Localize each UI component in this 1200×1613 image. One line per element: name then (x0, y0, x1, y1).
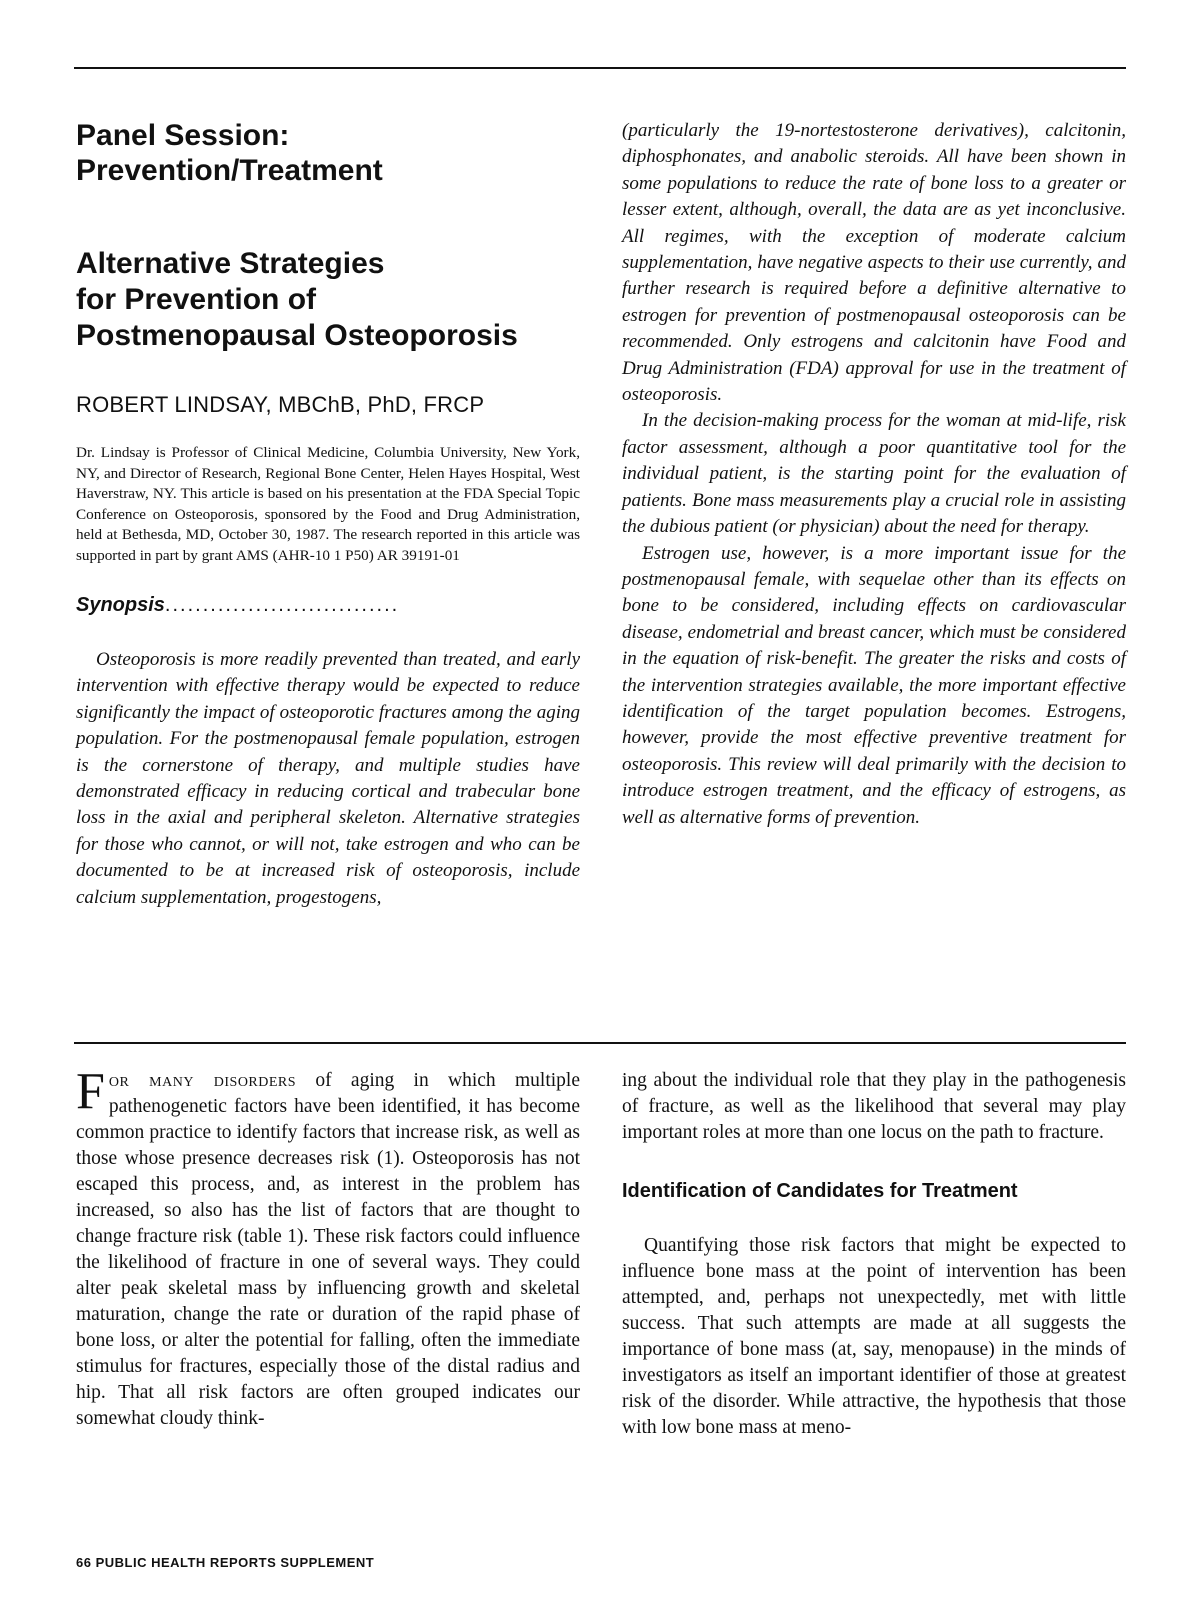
section-heading: Identification of Candidates for Treatment (622, 1180, 1018, 1202)
right-body-column (622, 1068, 1126, 1441)
body-paragraph-1 (76, 1063, 580, 1432)
panel-title-line-1: Panel Session: (76, 119, 290, 152)
article-title-line-3: Postmenopausal Osteoporosis (76, 319, 518, 352)
synopsis-paragraph-3: Estrogen use, however, is a more important issue for the postmenopausal female, with sequelae other than its effects on bone to be considered, including effects on cardiovascular disease, endometrial and breast cancer, which must be considered in the equation of risk-benefit. The greater the risks and costs of the intervention strategies available, the more important effective identification of the target population becomes. Estrogens, however, provide the most effective preventive treatment for osteoporosis. This review will deal primarily with the decision to introduce estrogen treatment, and the efficacy of estrogens, as well as alternative forms of prevention. (622, 542, 1126, 828)
left-top-column (76, 118, 580, 911)
synopsis-heading-text: Synopsis (76, 594, 165, 616)
synopsis-paragraph-2: In the decision-making process for the woman at mid-life, risk factor assessment, although a poor quantitative tool for the individual patient, is the starting point for the evaluation of patients. Bone mass measurements play a crucial role in assisting the dubious patient (or physician) about the need for therapy. (622, 410, 1126, 538)
panel-title-line-2: Prevention/Treatment (76, 154, 383, 187)
middle-rule (74, 1042, 1126, 1044)
right-top-column (622, 118, 1126, 831)
body-paragraph-1-text: of aging in which multiple pathenogenetic factors have been identified, it has become common practice to identify factors that increase risk, as well as those whose presence decreases risk (1). Osteoporosis has not escaped this process, and, as interest in the problem has increased, so also has the list of factors that are thought to change fracture risk (table 1). These risk factors could influence the likelihood of fracture in one of several ways. They could alter peak skeletal mass by influencing growth and skeletal maturation, change the rate or duration of the rapid phase of bone loss, or alter the potential for falling, often the immediate stimulus for fractures, especially those of the distal radius and hip. That all risk factors are often grouped indicates our somewhat cloudy think- (76, 1070, 580, 1429)
author-byline: ROBERT LINDSAY, MBChB, PhD, FRCP (76, 392, 485, 417)
page-footer: 66 PUBLIC HEALTH REPORTS SUPPLEMENT (76, 1555, 375, 1570)
article-title-line-2: for Prevention of (76, 283, 317, 316)
lead-small-caps: or many disorders (108, 1070, 297, 1091)
author-affiliation: Dr. Lindsay is Professor of Clinical Medicine, Columbia University, New York, NY, and Director of Research, Regional Bone Center, Helen Hayes Hospital, West Haverstraw, NY. This article is based on his presentation at the FDA Special Topic Conference on Osteoporosis, sponsored by the Food and Drug Administration, held at Bethesda, MD, October 30, 1987. The research reported in this article was supported in part by grant AMS (AHR-10 1 P50) AR 39191-01 (76, 444, 580, 564)
left-body-column (76, 1063, 580, 1432)
panel-title (76, 118, 580, 188)
article-title (76, 246, 580, 354)
synopsis-leader-dots: ............................... (164, 594, 400, 616)
top-rule (74, 67, 1126, 69)
synopsis-paragraph-1-continued: (particularly the 19-nortestosterone derivatives), calcitonin, diphosphonates, and anabolic steroids. All have been shown in some populations to reduce the rate of bone loss to a greater or lesser extent, although, overall, the data are as yet inconclusive. All regimes, with the exception of moderate calcium supplementation, have negative aspects to their use currently, and further research is required before a definitive alternative to estrogen for prevention of postmenopausal osteoporosis can be recommended. Only estrogens and calcitonin have Food and Drug Administration (FDA) approval for use in the treatment of osteoporosis. (622, 120, 1126, 406)
drop-cap: F (76, 1063, 105, 1120)
article-title-line-1: Alternative Strategies (76, 247, 385, 280)
synopsis-heading (76, 594, 580, 617)
body-paragraph-1-continued: ing about the individual role that they play in the pathogenesis of fracture, as well as the likelihood that several may play important roles at more than one locus on the path to fracture. (622, 1070, 1126, 1143)
synopsis-paragraph-1: Osteoporosis is more readily prevented than treated, and early intervention with effective therapy would be expected to reduce significantly the impact of osteoporotic fractures among the aging population. For the postmenopausal female population, estrogen is the cornerstone of therapy, and multiple studies have demonstrated efficacy in reducing cortical and trabecular bone loss in the axial and peripheral skeleton. Alternative strategies for those who cannot, or will not, take estrogen and who can be documented to be at increased risk of osteoporosis, include calcium supplementation, progestogens, (76, 649, 580, 908)
body-paragraph-2: Quantifying those risk factors that might be expected to influence bone mass at the point of intervention has been attempted, and, perhaps not unexpectedly, met with little success. That such attempts are made at all suggests the importance of bone mass (at, say, menopause) in the minds of investigators as itself an important identifier of those at greatest risk of the disorder. While attractive, the hypothesis that those with low bone mass at meno- (622, 1235, 1126, 1438)
